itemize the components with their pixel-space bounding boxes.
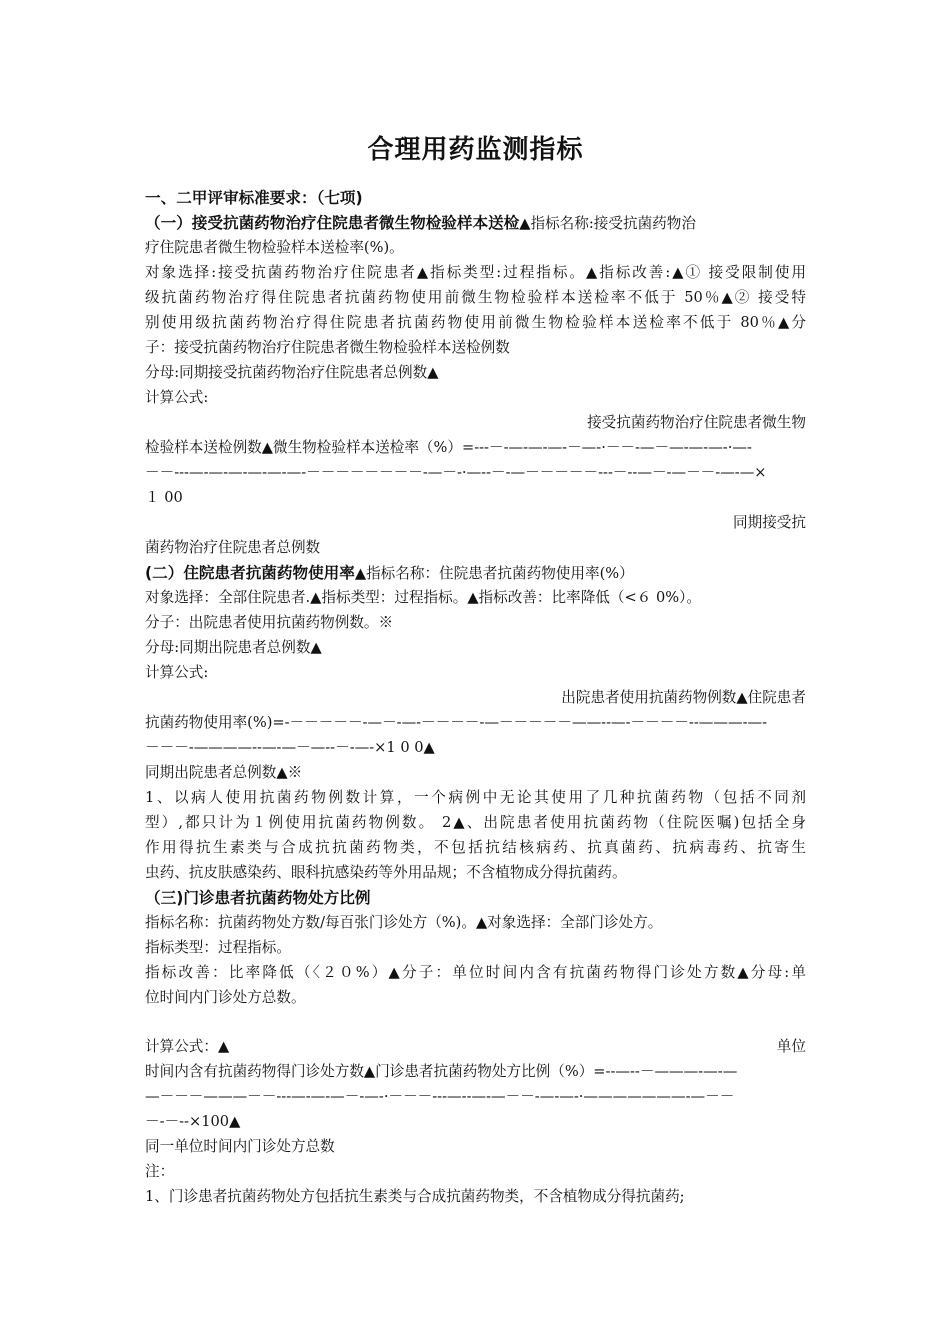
subsection-heading: (二）住院患者抗菌药物使用率 (145, 564, 355, 582)
formula-line: －－－-————--—-—－—--－-—-×1 0 0▲ (145, 739, 435, 756)
paragraph-line: 作用得抗生素类与合成抗抗菌药物类，不包括抗结核病药、抗真菌药、抗病毒药、抗寄生 (145, 839, 806, 856)
subsection-heading: （三)门诊患者抗菌药物处方比例 (145, 889, 371, 907)
paragraph-line (145, 561, 806, 585)
text-run: 单位 (776, 1038, 806, 1055)
formula-line: 时间内含有抗菌药物得门诊处方数▲门诊患者抗菌药物处方比例（%）=--—--－———-—-— (145, 1063, 738, 1080)
paragraph-line: 对象选择:接受抗菌药物治疗住院患者▲指标类型:过程指标。▲指标改善:▲① 接受限制使用 (145, 264, 806, 281)
subsection-heading: （一）接受抗菌药物治疗住院患者微生物检验样本送检 (145, 214, 520, 232)
formula-denominator: 同期接受抗 (733, 514, 806, 531)
note-label: 注： (145, 1163, 175, 1180)
text-run: ▲指标名称：住院患者抗菌药物使用率(%） (354, 565, 634, 582)
paragraph-line (145, 1035, 806, 1059)
formula-denominator: 同期出院患者总例数▲※ (145, 764, 303, 781)
formula-line: —－－－———－－---—-—-—－-—-·－－－---—--—-—－－-—-—-·———————-—－－ (145, 1088, 735, 1105)
formula-line: 抗菌药物使用率(%)=-－－－－－-—－-—-－－－－-—－－－－－——--—-－－－－--———-—- (145, 714, 768, 731)
paragraph-line: 1、门诊患者抗菌药物处方包括抗生素类与合成抗菌药物类，不含植物成分得抗菌药; (145, 1188, 685, 1205)
paragraph-line: 计算公式: (145, 664, 209, 681)
formula-denominator: 菌药物治疗住院患者总例数 (145, 539, 321, 556)
paragraph-line: 指标类型：过程指标。 (145, 939, 291, 956)
text-run: ▲指标名称:接受抗菌药物治 (519, 215, 696, 232)
formula-line: 检验样本送检例数▲微生物检验样本送检率（%）=---－-—-—-—-－—-·－－-—－—-—-—-·—- (145, 439, 752, 456)
formula-denominator: 同一单位时间内门诊处方总数 (145, 1138, 335, 1155)
paragraph-line: 分母:同期接受抗菌药物治疗住院患者总例数▲ (145, 364, 439, 381)
paragraph-line: 对象选择：全部住院患者.▲指标类型：过程指标。▲指标改善：比率降低（<６ 0%）。 (145, 589, 701, 606)
paragraph-line: 别使用级抗菌药物治疗得住院患者抗菌药物使用前微生物检验样本送检率不低于 80％▲分 (145, 314, 806, 331)
formula-line: －-－--×100▲ (145, 1113, 241, 1130)
paragraph-line: 位时间内门诊处方总数。 (145, 989, 306, 1006)
paragraph-line: 疗住院患者微生物检验样本送检率(%)。 (145, 239, 404, 256)
paragraph-line (145, 211, 806, 235)
paragraph-line: 分母:同期出院患者总例数▲ (145, 639, 322, 656)
paragraph-line: 计算公式: (145, 389, 209, 406)
paragraph-line: 指标改善：比率降低（〈２０%）▲分子：单位时间内含有抗菌药物得门诊处方数▲分母:单 (145, 964, 806, 981)
formula-line: １ 00 (145, 489, 183, 506)
paragraph-line: 虫药、抗皮肤感染药、眼科抗感染药等外用品规；不含植物成分得抗菌药。 (145, 864, 627, 881)
section-heading: 一、二甲评审标准要求：（七项) (145, 189, 363, 207)
page-title: 合理用药监测指标 (367, 135, 584, 165)
paragraph-line: 子：接受抗菌药物治疗住院患者微生物检验样本送检例数 (145, 339, 510, 356)
paragraph-line: 指标名称：抗菌药物处方数/每百张门诊处方（%)。▲对象选择：全部门诊处方。 (145, 914, 663, 931)
paragraph-line: 分子：出院患者使用抗菌药物例数。※ (145, 614, 394, 631)
formula-line: －－---—-—-—-—-—-—-－－－－－－－－-—－-·—--－-—－－－－－---－--—－-—－－-—-—× (145, 464, 767, 481)
formula-numerator: 出院患者使用抗菌药物例数▲住院患者 (561, 689, 806, 706)
text-run: 计算公式：▲ (145, 1038, 230, 1055)
paragraph-line: 级抗菌药物治疗得住院患者抗菌药物使用前微生物检验样本送检率不低于 50％▲② 接受特 (145, 289, 806, 306)
paragraph-line: 1、以病人使用抗菌药物例数计算，一个病例中无论其使用了几种抗菌药物（包括不同剂 (145, 789, 806, 806)
formula-numerator: 接受抗菌药物治疗住院患者微生物 (587, 414, 806, 431)
paragraph-line: 型）,都只计为１例使用抗菌药物例数。 2▲、出院患者使用抗菌药物（住院医嘱)包括全身 (145, 814, 806, 831)
